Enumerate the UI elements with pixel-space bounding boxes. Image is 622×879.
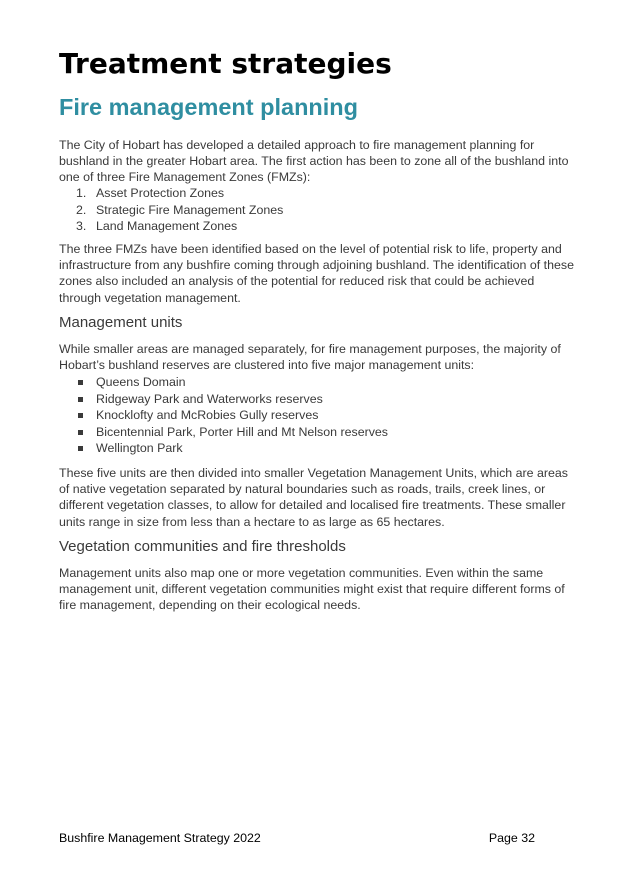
page-number: Page 32 (488, 831, 535, 845)
list-item (59, 218, 283, 235)
intro-paragraph: The City of Hobart has developed a detailed approach to fire management planning for bushland in the greater Hobart area. The first action has been to zone all of the bushland into one of three Fire Management Zones (FMZs): (59, 138, 569, 185)
list-item (59, 391, 388, 408)
list-item (59, 202, 283, 219)
list-number: 3. (76, 219, 87, 233)
section-title: Fire management planning (59, 94, 359, 120)
list-item-text: Bicentennial Park, Porter Hill and Mt Nelson reserves (96, 424, 388, 439)
square-bullet-icon (78, 430, 83, 435)
list-item (59, 424, 388, 441)
list-number: 1. (76, 186, 87, 200)
list-item-text: Asset Protection Zones (96, 186, 225, 200)
management-units-heading: Management units (59, 314, 183, 331)
management-units-paragraph: While smaller areas are managed separately, for fire management purposes, the majority of Hobart’s bushland reserves are clustered into five major management units: (59, 342, 561, 373)
square-bullet-icon (78, 413, 83, 418)
management-units-list (59, 374, 388, 457)
list-number: 2. (76, 202, 87, 217)
list-item-text: Ridgeway Park and Waterworks reserves (96, 391, 323, 406)
list-item-text: Knocklofty and McRobies Gully reserves (96, 408, 319, 422)
list-item (59, 440, 388, 457)
square-bullet-icon (78, 446, 83, 451)
list-item-text: Strategic Fire Management Zones (96, 202, 284, 217)
list-item-text: Land Management Zones (96, 219, 238, 233)
square-bullet-icon (78, 397, 83, 402)
zones-paragraph: The three FMZs have been identified based on the level of potential risk to life, property and infrastructure from any bushfire coming through adjoining bushland. The identification of these zones also included an analysis of the potential for reduced risk that could be achieved through vegetation management. (59, 242, 574, 305)
list-item (59, 374, 388, 391)
vegetation-communities-paragraph: Management units also map one or more vegetation communities. Even within the same management unit, different vegetation communities might exist that require different forms of fire management, depending on their ecological needs. (59, 566, 565, 613)
vegetation-units-paragraph: These five units are then divided into smaller Vegetation Management Units, which are areas of native vegetation separated by natural boundaries such as roads, trails, creek lines, or different vegetation classes, to allow for detailed and localised fire treatments. These smaller units range in size from less than a hectare to as large as 65 hectares. (59, 466, 568, 529)
list-item (59, 407, 388, 424)
fire-management-zones-list (59, 185, 283, 235)
list-item (59, 185, 283, 202)
page-footer (59, 830, 535, 846)
footer-document-title: Bushfire Management Strategy 2022 (59, 831, 261, 845)
vegetation-communities-heading: Vegetation communities and fire thresholds (59, 538, 346, 555)
square-bullet-icon (78, 380, 83, 385)
list-item-text: Wellington Park (96, 441, 183, 455)
list-item-text: Queens Domain (96, 375, 186, 389)
page-title: Treatment strategies (59, 47, 392, 80)
